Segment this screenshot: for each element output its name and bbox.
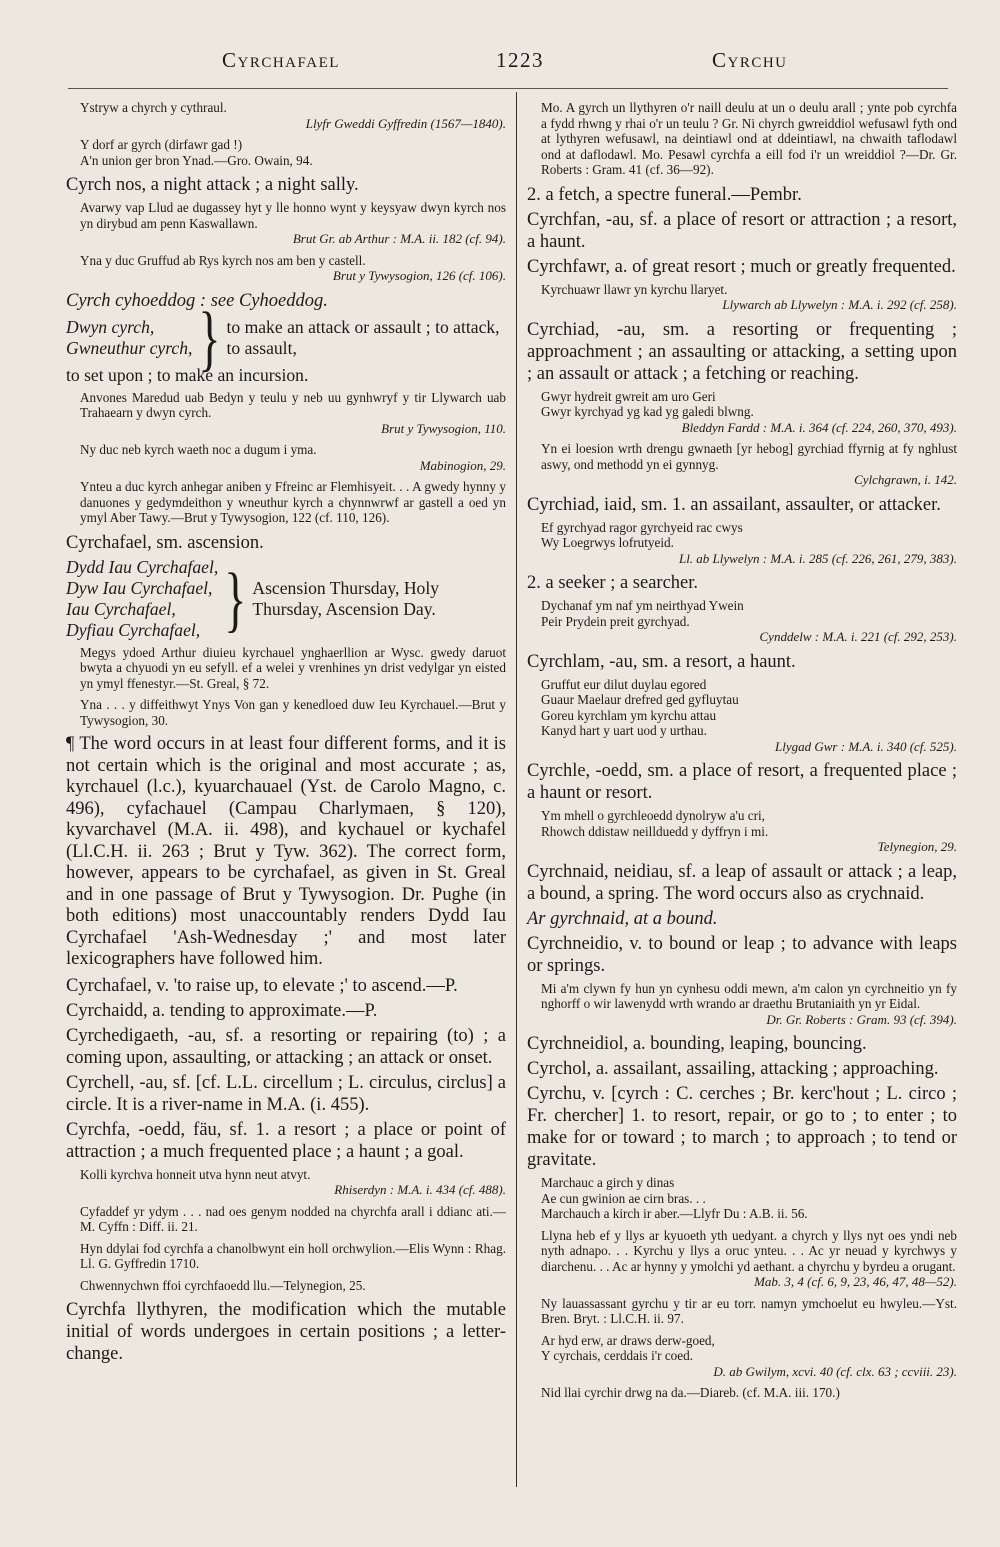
header-first-word: Cyrchafael [222, 48, 340, 72]
citation-text: Ny lauassassant gyrchu y tir ar eu torr. namyn ymchoelut eu hwyleu.—Yst. Bren. Bryt. : Ll.C.H. ii. 97. [541, 1295, 957, 1326]
citation [541, 520, 957, 567]
left-column [66, 96, 506, 1368]
citation [80, 100, 506, 131]
citation [80, 645, 506, 692]
citation-source: Brut Gr. ab Arthur : M.A. ii. 182 (cf. 94). [292, 231, 506, 246]
right-column [527, 96, 957, 1407]
citation-source: Dr. Gr. Roberts : Gram. 93 (cf. 394). [766, 1011, 957, 1027]
citation [541, 677, 957, 755]
phrase-meaning: Ascension Thursday, Holy Thursday, Ascension Day. [252, 577, 440, 619]
citation-source: Brut y Tywysogion, 110. [381, 420, 506, 436]
entry-cyrchell: Cyrchell, -au, sf. [cf. L.L. circellum ; L. circulus, circlus] a circle. It is a river-name in M.A. (i. 455). [66, 1072, 506, 1115]
phrase-meaning-continued: to set upon ; to make an incursion. [66, 364, 309, 385]
phrase-forms [66, 317, 192, 359]
citation [541, 441, 957, 488]
citation [541, 1296, 957, 1327]
citation-text: Chwennychwn ffoi cyrchfaoedd llu.—Telynegion, 25. [80, 1277, 366, 1293]
citation-source: Brut y Tywysogion, 126 (cf. 106). [332, 268, 506, 283]
citation-text: Yna . . . y diffeithwyt Ynys Von gan y kenedloed duw Ieu Kyrchauel.—Brut y Tywysogion, 30. [80, 697, 506, 728]
phrase-group-dydd-iau [66, 557, 506, 641]
citation-text: Megys ydoed Arthur diuieu kyrchauel ynghaerllion ar Wysc. gwedy daruot bwyta a chyuodi yn eu sefyll. ef a welei y vrenhines yn drist vedylgar yn eisted yn ymyl ffenestyr.—St. Greal, § 72. [80, 644, 506, 691]
citation-source: Telynegion, 29. [877, 839, 957, 854]
entry-cyrchfa-llythyren: Cyrchfa llythyren, the modification which the mutable initial of words undergoes in certain positions ; a letter-change. [66, 1300, 506, 1364]
citation-text: Ny duc neb kyrch waeth noc a dugum i yma. [80, 442, 317, 457]
citation [80, 1167, 506, 1198]
verse-line: Marchauch a kirch ir aber.—Llyfr Du : A.B. ii. 56. [541, 1206, 808, 1221]
entry-cyrch-nos: Cyrch nos, a night attack ; a night sally. [66, 175, 359, 195]
citation-text: Kolli kyrchva honneit utva hynn neut atvyt. [80, 1166, 311, 1182]
verse-line: Marchauc a girch y dinas [541, 1175, 675, 1190]
header-rule [68, 88, 948, 89]
phrase-meaning: to make an attack or assault ; to attack, to assault, [226, 316, 500, 358]
citation-text: Mi a'm clywn fy hun yn cynhesu oddi mewn, a'm calon yn cyrchneitio yn fy nghorff o wir lawenydd wrth wrando ar draethu Brutaniaith yn yr Eidal. [541, 980, 957, 1011]
citation-text: Ystryw a chyrch y cythraul. [80, 100, 227, 115]
citation [80, 390, 506, 437]
citation [541, 808, 957, 855]
verse-line: Dychanaf ym naf ym neirthyad Ywein [541, 598, 744, 613]
verse-line: Peir Prydein preit gyrchyad. [541, 613, 690, 629]
citation-text: Yn ei loesion wrth drengu gwnaeth [yr hebog] gyrchiad ffyrnig at fy nghlust aswy, ond methodd yn ei gynnyg. [541, 441, 957, 472]
citation-source: Rhiserdyn : M.A. i. 434 (cf. 488). [334, 1182, 506, 1197]
citation [541, 598, 957, 645]
entry-cyrchlam: Cyrchlam, -au, sm. a resort, a haunt. [527, 651, 796, 672]
verse-line: Y dorf ar gyrch (dirfawr gad !) [80, 137, 243, 152]
citation [80, 1204, 506, 1235]
citation-text: Ynteu a duc kyrch anhegar aniben y Ffreinc ar Flemhisyeit. . . A gwedy hynny y danuones y gedymdeithon y wneuthur kyrch a chynnwrwf ar gastell a oed yn ymyl Aber Tawy.—Brut y Tywysogion, 122 (cf. 110, 126). [80, 479, 506, 525]
entry-cyrchfa: Cyrchfa, -oedd, fäu, sf. 1. a resort ; a place or point of attraction ; a much frequented place ; a haunt ; a goal. [66, 1119, 506, 1162]
citation [541, 1175, 957, 1222]
verse-line: Goreu kyrchlam ym kyrchu attau [541, 707, 717, 723]
citation [80, 1241, 506, 1272]
phrase-form: Iau Cyrchafael, [66, 598, 176, 619]
entry-cyrchfa-sense-2: 2. a fetch, a spectre funeral.—Pembr. [527, 184, 802, 205]
citation [541, 1228, 957, 1290]
entry-ar-gyrchnaid: Ar gyrchnaid, at a bound. [527, 908, 718, 929]
verse-line: Ym mhell o gyrchleoedd dynolryw a'u cri, [541, 808, 765, 823]
citation-source: Bleddyn Fardd : M.A. i. 364 (cf. 224, 260, 370, 493). [681, 419, 957, 435]
entry-cyrchu: Cyrchu, v. [cyrch : C. cerches ; Br. kerc'hout ; L. circo ; Fr. chercher] 1. to resort, repair, or go to ; to enter ; to make for or toward ; to march ; to approach ; to tend or gravitate. [527, 1084, 957, 1170]
entry-cyrchnaid: Cyrchnaid, neidiau, sf. a leap of assault or attack ; a leap, a bound, a spring. The word occurs also as crychnaid. [527, 861, 957, 904]
verse-line: Rhowch ddistaw neillduedd y dyffryn i mi. [541, 823, 769, 839]
phrase-form: Dydd Iau Cyrchafael, [66, 556, 219, 577]
phrase-forms [66, 557, 218, 641]
citation-text: Yna y duc Gruffud ab Rys kyrch nos am ben y castell. [80, 252, 366, 268]
citation-text: Mo. A gyrch un llythyren o'r naill deulu at un o deulu arall ; ynte pob cyrchfa a fydd rhwng y rhai o'r un teulu ? Gr. Ni chyrch gwreiddiol wefusawl fyth ond at lythyren wefusawl, na deintiawl ond at ddeintiawl, na chwaith taflodawl ond at daflodawl. Mo. Pesawl cyrchfa a eill fod i'r un wreiddiol ?—Dr. Gr. Roberts : Gram. 41 (cf. 36—92). [541, 100, 957, 177]
verse-line: Ef gyrchyad ragor gyrchyeid rac cwys [541, 519, 743, 535]
entry-cyrchafael-noun: Cyrchafael, sm. ascension. [66, 532, 264, 553]
citation [541, 282, 957, 313]
citation [541, 100, 957, 178]
entry-cyrchle: Cyrchle, -oedd, sm. a place of resort, a frequented place ; a haunt or resort. [527, 761, 957, 803]
phrase-form: Gwneuthur cyrch, [66, 337, 193, 358]
citation-source: D. ab Gwilym, xcvi. 40 (cf. clx. 63 ; ccviii. 23). [713, 1363, 957, 1379]
citation [80, 697, 506, 728]
page-number: 1223 [496, 48, 544, 72]
phrase-form: Dyw Iau Cyrchafael, [66, 577, 213, 598]
citation [541, 389, 957, 436]
entry-cyrchfan: Cyrchfan, -au, sf. a place of resort or attraction ; a resort, a haunt. [527, 209, 957, 252]
citation-text: Kyrchuawr llawr yn kyrchu llaryet. [541, 281, 728, 297]
verse-line: Kanyd hart y uart uod y urthau. [541, 723, 707, 738]
citation-source: Cylchgrawn, i. 142. [854, 472, 957, 487]
header-last-word: Cyrchu [712, 48, 788, 72]
entry-cyrchiad-person: Cyrchiad, iaid, sm. 1. an assailant, assaulter, or attacker. [527, 494, 941, 515]
citation [80, 1278, 506, 1294]
citation [541, 1385, 957, 1401]
citation-source: Llygad Gwr : M.A. i. 340 (cf. 525). [775, 738, 957, 754]
brace-glyph: } [198, 295, 221, 378]
citation [80, 253, 506, 284]
brace-glyph: } [224, 556, 247, 639]
entry-cyrchedigaeth: Cyrchedigaeth, -au, sf. a resorting or repairing (to) ; a coming upon, assaulting, or attacking ; an attack or onset. [66, 1025, 506, 1068]
citation-source: Llywarch ab Llywelyn : M.A. i. 292 (cf. 258). [722, 297, 957, 312]
phrase-form: Dyfiau Cyrchafael, [66, 619, 201, 640]
citation-text: Nid llai cyrchir drwg na da.—Diareb. (cf. M.A. iii. 170.) [541, 1385, 840, 1400]
verse-line: Gruffut eur dilut duylau egored [541, 676, 707, 692]
entry-cyrchiad: Cyrchiad, -au, sm. a resorting or frequenting ; approachment ; an assaulting or attacking, a setting upon ; an assault or attack ; a fetching or reaching. [527, 319, 957, 384]
entry-cyrchafael-verb: Cyrchafael, v. 'to raise up, to elevate ;' to ascend.—P. [66, 975, 458, 996]
citation-text: Cyfaddef yr ydym . . . nad oes genym nodded na chyrchfa arall i ddianc ati.—M. Cyffn : Diff. ii. 21. [80, 1203, 506, 1234]
citation [541, 1333, 957, 1380]
citation-text: Avarwy vap Llud ae dugassey hyt y lle honno wynt y keysyaw dwyn kyrch nos yn dirybud am penn Kaswallawn. [80, 200, 506, 231]
phrase-form: Dwyn cyrch, [66, 316, 155, 337]
entry-cyrch-cyhoeddog: Cyrch cyhoeddog : see Cyhoeddog. [66, 290, 328, 311]
verse-line: Gwyr hydreit gwreit am uro Geri [541, 388, 716, 404]
running-head [0, 48, 1000, 78]
citation [80, 479, 506, 526]
entry-cyrchiad-sense-2: 2. a seeker ; a searcher. [527, 573, 699, 593]
verse-line: Guaur Maelaur drefred ged gyfluytau [541, 692, 739, 707]
verse-line: Gwyr kyrchyad yg kad yg galedi blwng. [541, 404, 754, 419]
column-divider [516, 92, 517, 1487]
citation [80, 200, 506, 247]
citation-text: Hyn ddylai fod cyrchfa a chanolbwynt ein holl orchwylion.—Elis Wynn : Rhag. Ll. G. Gyffredin 1710. [80, 1240, 506, 1271]
verse-line: A'n union ger bron Ynad.—Gro. Owain, 94. [80, 152, 313, 168]
citation-text: Anvones Maredud uab Bedyn y teulu y neb uu gynhwryf y tir Llywarch uab Trahaearn y dwyn cyrch. [80, 389, 506, 420]
citation-source: Mab. 3, 4 (cf. 6, 9, 23, 46, 47, 48—52). [754, 1274, 957, 1289]
citation-source: Ll. ab Llywelyn : M.A. i. 285 (cf. 226, 261, 279, 383). [678, 550, 957, 566]
verse-line: Ar hyd erw, ar draws derw-goed, [541, 1332, 715, 1348]
citation [80, 442, 506, 473]
entry-cyrchneidiol: Cyrchneidiol, a. bounding, leaping, bouncing. [527, 1034, 867, 1054]
verse-line: Y cyrchais, cerddais i'r coed. [541, 1348, 694, 1363]
entry-cyrchfawr: Cyrchfawr, a. of great resort ; much or greatly frequented. [527, 256, 956, 277]
entry-cyrchaidd: Cyrchaidd, a. tending to approximate.—P. [66, 1000, 378, 1021]
citation [541, 981, 957, 1028]
citation-source: Cynddelw : M.A. i. 221 (cf. 292, 253). [759, 629, 957, 644]
verse-line: Ae cun gwinion ae cirn bras. . . [541, 1190, 706, 1206]
citation-text: Llyna heb ef y llys ar kyuoeth yth uedyant. a chyrch y llys nyt oes yndi neb nyth adnapo. . . Kyrchu y llys a oruc ynteu. . . Ac yr neuad y kyrchwys y diarchenu. . . Ac ar hynny y ymolchi yd aethant. a chyrchu y byrdeu a orugant. [541, 1227, 957, 1274]
usage-note: ¶ The word occurs in at least four different forms, and it is not certain which is the original and most accurate ; as, kyrchauel (l.c.), kyuarchauael (Yst. de Carolo Magno, c. 496), cyfachauel (Campau Charlymaen, § 120), kyvarchavel (M.A. ii. 498), and kychauel or kychafel (Ll.C.H. ii. 263 ; Brut y Tyw. 362). The correct form, however, appears to be cyrchafael, as given in St. Greal and in one passage of Brut y Tywysogion. Dr. Pughe (in both editions) most unaccountably renders Dydd Iau Cyrchafael 'Ash-Wednesday ;' and most later lexicographers have followed him. [66, 734, 506, 969]
entry-cyrchol: Cyrchol, a. assailant, assailing, attacking ; approaching. [527, 1059, 939, 1079]
citation-source: Mabinogion, 29. [419, 457, 506, 473]
citation-source: Llyfr Gweddi Gyffredin (1567—1840). [305, 115, 506, 131]
entry-cyrchneidio: Cyrchneidio, v. to bound or leap ; to advance with leaps or springs. [527, 933, 957, 976]
verse-line: Wy Loegrwys lofrutyeid. [541, 535, 674, 550]
citation [80, 137, 506, 168]
